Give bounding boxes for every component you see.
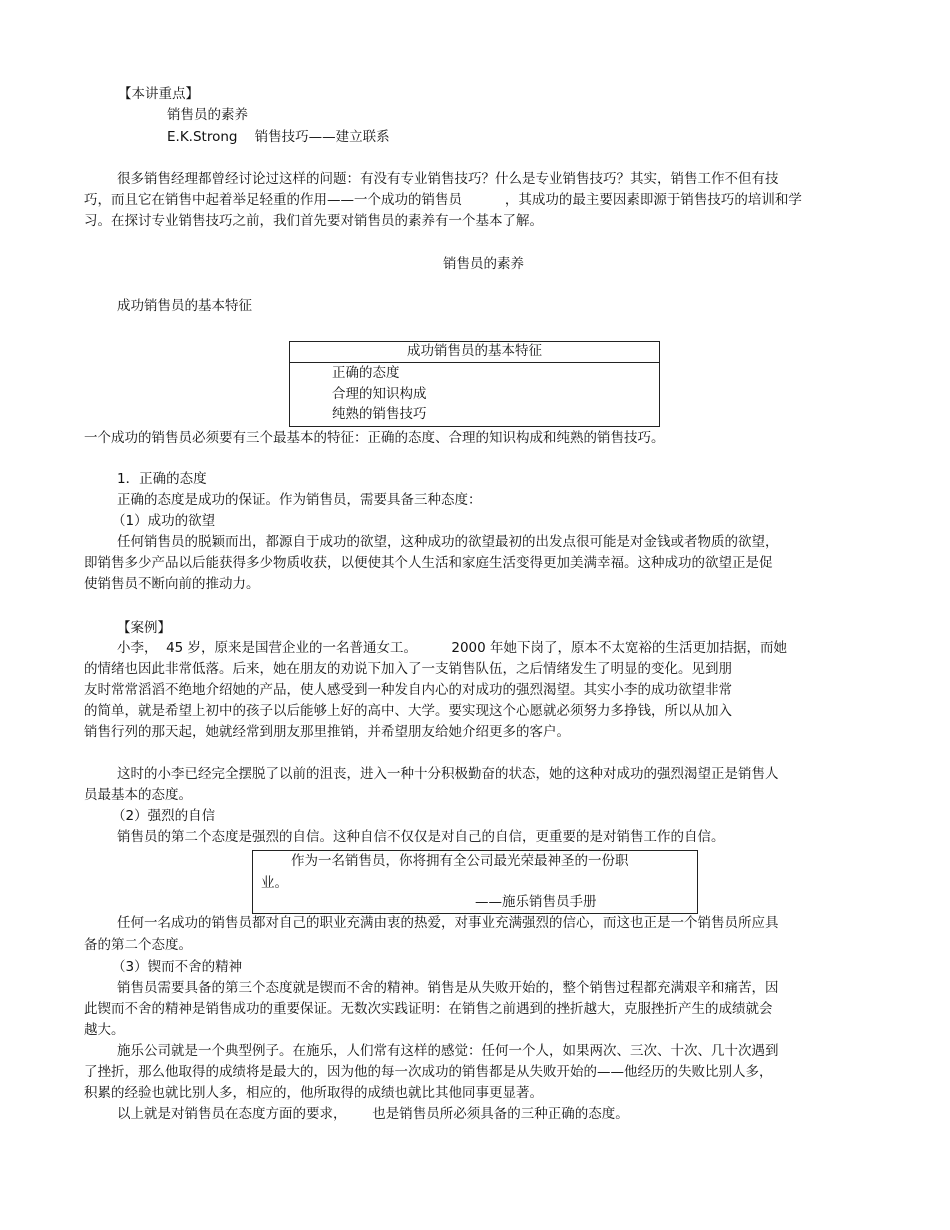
table-divider: [290, 362, 659, 363]
subsection-title: 成功销售员的基本特征: [117, 298, 252, 314]
characteristics-table: [289, 341, 660, 427]
section-title: 销售员的素养: [443, 256, 524, 272]
intro-line: 习。在探讨专业销售技巧之前，我们首先要对销售员的素养有一个基本了解。: [84, 213, 543, 229]
after-case-line: 这时的小李已经完全摆脱了以前的沮丧，进入一种十分积极勤奋的状态，她的这种对成功的强烈渴望正是销售人: [117, 766, 779, 782]
case-label: 【案例】: [117, 620, 171, 636]
focus-item-2: E.K.Strong 销售技巧——建立联系: [167, 129, 390, 145]
case-line: 友时常常滔滔不绝地介绍她的产品，使人感受到一种发自内心的对成功的强烈渴望。其实小李的成功欲望非常: [84, 682, 732, 698]
xerox-line: 积累的经验也就比别人多，相应的，他所取得的成绩也就比其他同事更显著。: [84, 1085, 543, 1101]
desire-line: 任何销售员的脱颖而出，都源自于成功的欲望，这种成功的欲望最初的出发点很可能是对金钱或者物质的欲望，: [117, 534, 779, 550]
case-line: 销售行列的那天起，她就经常到朋友那里推销，并希望朋友给她介绍更多的客户。: [84, 724, 570, 740]
confidence-line: 任何一名成功的销售员都对自己的职业充满由衷的热爱，对事业充满强烈的信心，而这也正是一个销售员所应具: [117, 915, 779, 931]
focus-label: 【本讲重点】: [118, 86, 199, 102]
summary-text: 一个成功的销售员必须要有三个最基本的特征：正确的态度、合理的知识构成和纯熟的销售技巧。: [84, 430, 665, 446]
persistence-line: 销售员需要具备的第三个态度就是锲而不舍的精神。销售是从失败开始的，整个销售过程都充满艰辛和痛苦，因: [117, 980, 779, 996]
quote-line: 作为一名销售员，你将拥有全公司最光荣最神圣的一份职: [291, 853, 629, 869]
quote-source: ——施乐销售员手册: [475, 894, 597, 910]
confidence-line: 备的第二个态度。: [84, 937, 192, 953]
case-line: 的情绪也因此非常低落。后来，她在朋友的劝说下加入了一支销售队伍，之后情绪发生了明显的变化。见到朋: [84, 661, 732, 677]
xerox-line: 施乐公司就是一个典型例子。在施乐，人们常有这样的感觉：任何一个人，如果两次、三次、十次、几十次遇到: [117, 1043, 779, 1059]
table-row: 正确的态度: [332, 365, 400, 381]
desire-line: 使销售员不断向前的推动力。: [84, 576, 260, 592]
intro-line: 巧，而且它在销售中起着举足轻重的作用——一个成功的销售员 ，其成功的最主要因素即源于销售技巧的培训和学: [84, 192, 802, 208]
persistence-line: 越大。: [84, 1022, 125, 1038]
closing-text: 以上就是对销售员在态度方面的要求， 也是销售员所必须具备的三种正确的态度。: [117, 1106, 629, 1122]
table-row: 纯熟的销售技巧: [332, 406, 427, 422]
case-line: 小李， 45 岁，原来是国营企业的一名普通女工。 2000 年她下岗了，原本不太宽裕的生活更加拮据，而她: [117, 640, 788, 656]
intro-line: 很多销售经理都曾经讨论过这样的问题：有没有专业销售技巧？什么是专业销售技巧？其实，销售工作不但有技: [117, 171, 779, 187]
persistence-line: 此锲而不舍的精神是销售成功的重要保证。无数次实践证明：在销售之前遇到的挫折越大，克服挫折产生的成绩就会: [84, 1001, 773, 1017]
quote-line: 业。: [261, 875, 288, 891]
attitude-heading: 1．正确的态度: [117, 471, 207, 487]
desire-heading: （1）成功的欲望: [112, 513, 216, 529]
xerox-line: 了挫折，那么他取得的成绩将是最大的，因为他的每一次成功的销售都是从失败开始的——他经历的失败比别人多，: [84, 1064, 773, 1080]
table-header: 成功销售员的基本特征: [407, 343, 542, 359]
attitude-intro: 正确的态度是成功的保证。作为销售员，需要具备三种态度：: [117, 492, 482, 508]
case-line: 的简单，就是希望上初中的孩子以后能够上好的高中、大学。要实现这个心愿就必须努力多挣钱，所以从加入: [84, 703, 732, 719]
focus-item-1: 销售员的素养: [167, 107, 248, 123]
table-row: 合理的知识构成: [332, 386, 427, 402]
confidence-heading: （2）强烈的自信: [112, 808, 216, 824]
persistence-heading: （3）锲而不舍的精神: [112, 959, 243, 975]
confidence-intro: 销售员的第二个态度是强烈的自信。这种自信不仅仅是对自己的自信，更重要的是对销售工作的自信。: [117, 829, 725, 845]
after-case-line: 员最基本的态度。: [84, 787, 192, 803]
desire-line: 即销售多少产品以后能获得多少物质收获，以便使其个人生活和家庭生活变得更加美满幸福。这种成功的欲望正是促: [84, 555, 773, 571]
quote-box: [252, 850, 698, 914]
